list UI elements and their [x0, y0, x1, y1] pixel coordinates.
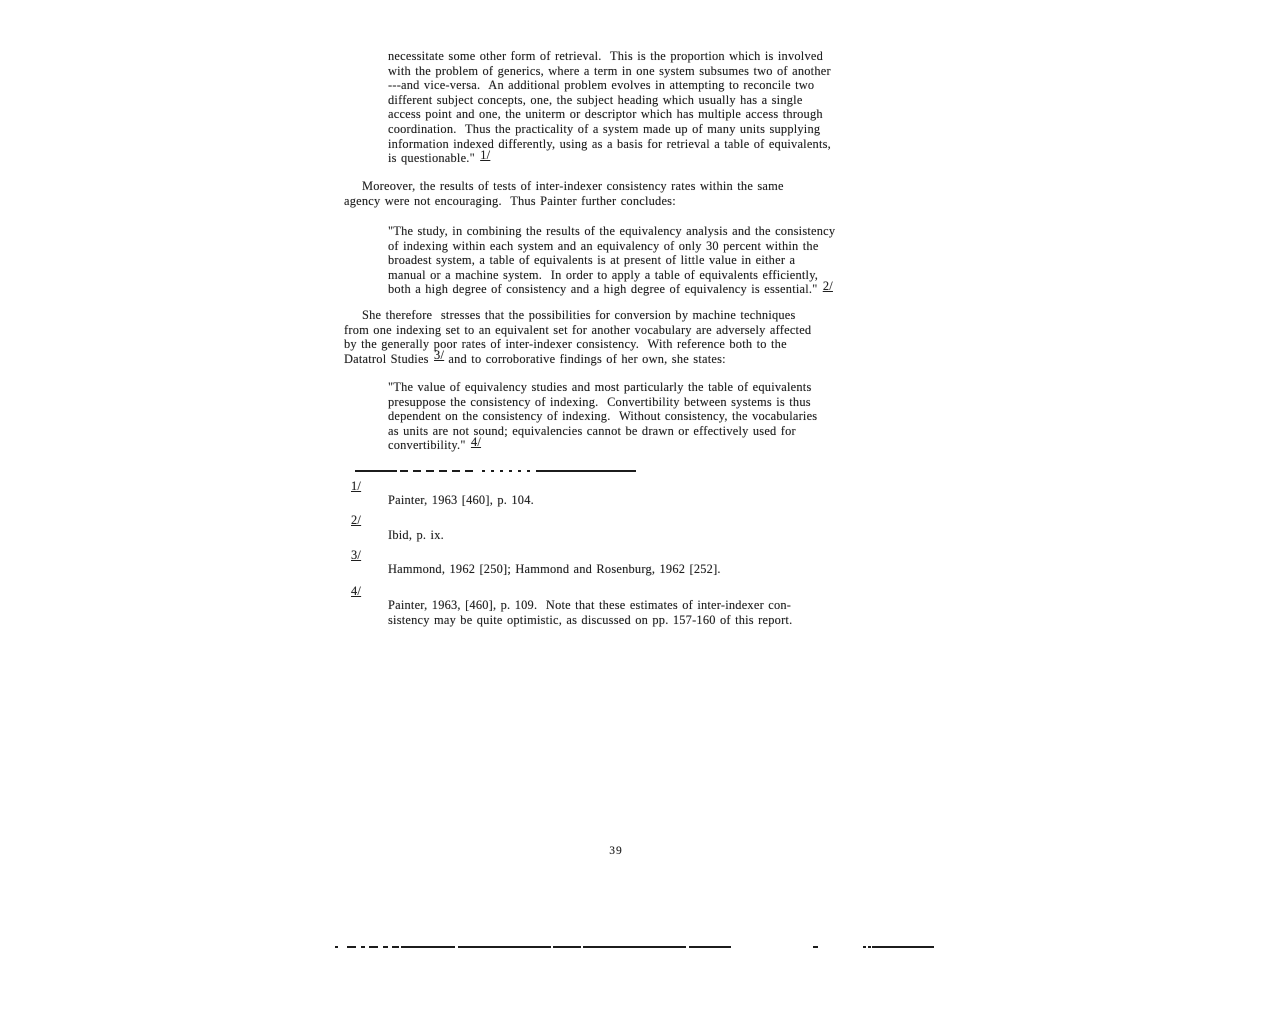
- footnote-3-text: Hammond, 1962 [250]; Hammond and Rosenburg, 1962 [252].: [388, 562, 721, 576]
- text-line: agency were not encouraging. Thus Painter further concludes:: [344, 193, 676, 208]
- page-number: 39: [609, 845, 623, 857]
- scan-mark: [553, 946, 581, 948]
- footnote-ref-1: 1/: [480, 147, 491, 162]
- footnote-1-text: Painter, 1963 [460], p. 104.: [388, 493, 534, 507]
- footnote-ref-2: 2/: [822, 278, 833, 293]
- text-line: "The study, in combining the results of the equivalency analysis and the consistency: [388, 224, 836, 238]
- footnote-marker-3: 3/: [351, 548, 362, 562]
- separator-segment: [536, 470, 636, 472]
- scan-mark: [458, 946, 551, 948]
- quote-text: both a high degree of consistency and a high degree of equivalency is essential.": [388, 282, 822, 297]
- footnote-4-text: [388, 598, 792, 627]
- text-line: She therefore stresses that the possibilities for conversion by machine techniques: [362, 308, 796, 322]
- text-line: [344, 348, 811, 367]
- body-text: Datatrol Studies: [344, 351, 434, 366]
- scan-mark: [863, 946, 866, 948]
- blockquote-3: [388, 380, 817, 453]
- footnote-ref-4: 4/: [470, 434, 482, 449]
- separator-segment: [355, 470, 397, 472]
- text-line: Moreover, the results of tests of inter-indexer consistency rates within the same: [362, 179, 784, 193]
- text-line: coordination. Thus the practicality of a system made up of many units supplying: [388, 121, 821, 136]
- text-line: [388, 278, 835, 297]
- text-line: with the problem of generics, where a term in one system subsumes two of another: [388, 63, 831, 78]
- scan-mark: [335, 946, 338, 948]
- text-line: [388, 147, 831, 166]
- blockquote-2: [388, 224, 835, 297]
- text-line: different subject concepts, one, the subject heading which usually has a single: [388, 92, 803, 107]
- text-line: ---and vice-versa. An additional problem evolves in attempting to reconcile two: [388, 78, 815, 93]
- text-line: [388, 434, 817, 453]
- scan-mark: [392, 946, 399, 948]
- footnote-2-text: Ibid, p. ix.: [388, 528, 444, 542]
- text-line: from one indexing set to an equivalent set for another vocabulary are adversely affected: [344, 322, 812, 337]
- scan-mark: [813, 946, 818, 948]
- paragraph-2: [344, 308, 811, 366]
- text-line: "The value of equivalency studies and most particularly the table of equivalents: [388, 380, 812, 394]
- scan-mark: [872, 946, 934, 948]
- text-line: broadest system, a table of equivalents is at present of little value in either a: [388, 253, 796, 268]
- scan-mark: [347, 946, 356, 948]
- footnote-marker-1: 1/: [351, 479, 362, 493]
- text-line: by the generally poor rates of inter-indexer consistency. With reference both to the: [344, 337, 787, 352]
- text-line: access point and one, the uniterm or descriptor which has multiple access through: [388, 107, 823, 122]
- footnote-marker-2: 2/: [351, 513, 362, 527]
- text-line: sistency may be quite optimistic, as discussed on pp. 157-160 of this report.: [388, 612, 793, 627]
- separator-segment: [400, 470, 478, 472]
- scan-mark: [369, 946, 378, 948]
- text-line: dependent on the consistency of indexing. Without consistency, the vocabularies: [388, 409, 818, 424]
- text-line: Painter, 1963, [460], p. 109. Note that these estimates of inter-indexer con-: [388, 598, 792, 612]
- footnote-ref-3: 3/: [434, 348, 445, 363]
- blockquote-1: [388, 49, 831, 166]
- text-line: of indexing within each system and an equivalency of only 30 percent within the: [388, 238, 819, 253]
- text-line: information indexed differently, using as a basis for retrieval a table of equivalents,: [388, 136, 831, 151]
- body-text: and to corroborative findings of her own, she states:: [444, 351, 726, 366]
- scan-mark: [680, 946, 686, 948]
- scan-mark: [689, 946, 731, 948]
- scan-mark: [383, 946, 388, 948]
- text-line: presuppose the consistency of indexing. Convertibility between systems is thus: [388, 394, 811, 409]
- text-line: as units are not sound; equivalencies cannot be drawn or effectively used for: [388, 423, 796, 438]
- scan-mark: [401, 946, 455, 948]
- quote-text: convertibility.": [388, 438, 470, 453]
- scan-mark: [361, 946, 365, 948]
- scan-mark: [583, 946, 683, 948]
- paragraph-1: [344, 179, 784, 208]
- separator-segment: [482, 470, 534, 472]
- footnote-marker-4: 4/: [351, 584, 362, 598]
- quote-text: is questionable.": [388, 151, 480, 166]
- text-line: necessitate some other form of retrieval. This is the proportion which is involved: [388, 49, 824, 63]
- text-line: manual or a machine system. In order to apply a table of equivalents efficiently,: [388, 267, 819, 282]
- scan-mark: [868, 946, 871, 948]
